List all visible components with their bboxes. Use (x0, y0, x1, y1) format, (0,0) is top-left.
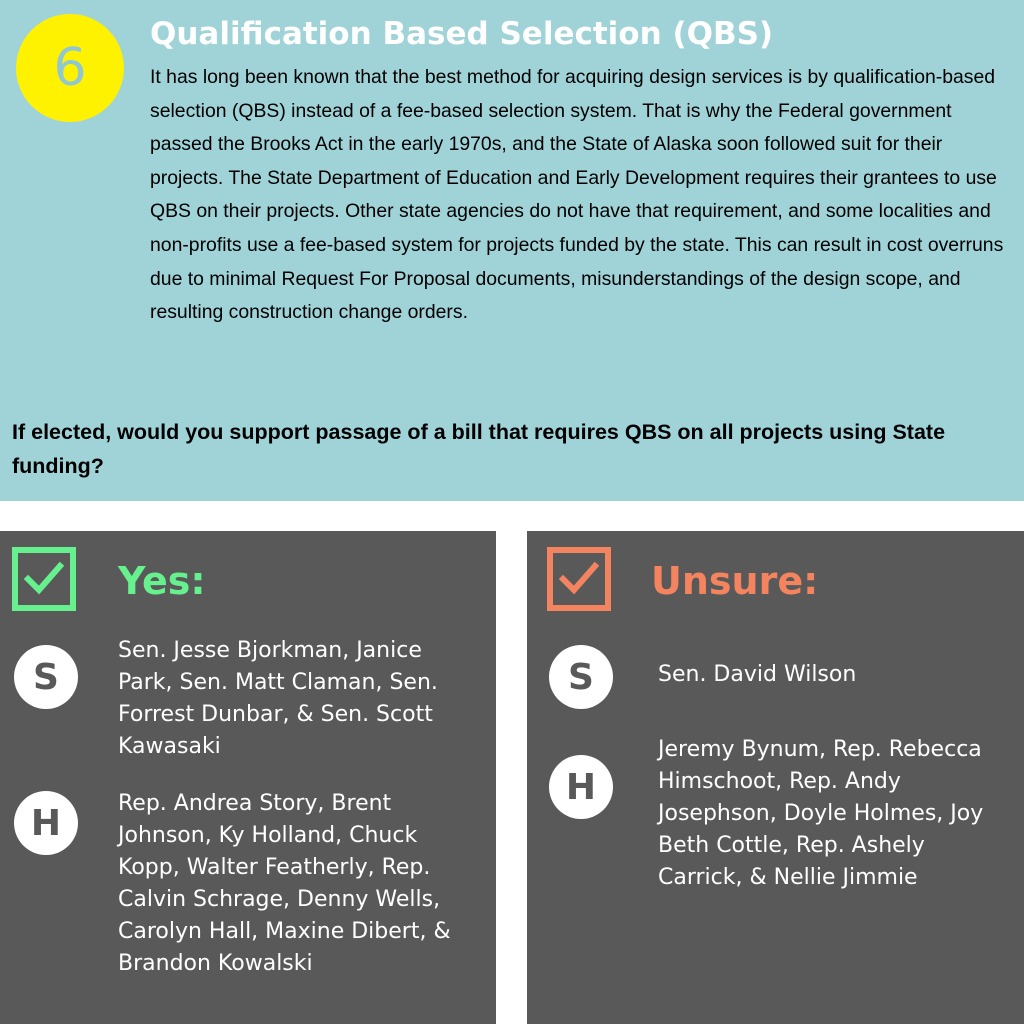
unsure-heading: Unsure: (651, 559, 819, 603)
house-badge: H (549, 755, 613, 819)
yes-panel (0, 531, 496, 1024)
intro-paragraph: It has long been known that the best method for acquiring design services is by qualification-based selection (QBS) instead of a fee-based selection system. That is why the Federal government passed the Brooks Act in the early 1970s, and the State of Alaska soon followed suit for their projects. The State Department of Education and Early Development requires their grantees to use QBS on their projects. Other state agencies do not have that requirement, and some localities and non-profits use a fee-based system for projects funded by the state. This can result in cost overruns due to minimal Request For Proposal documents, misunderstandings of the design scope, and resulting construction change orders. (150, 66, 1004, 324)
question-number-badge: 6 (16, 14, 124, 122)
unsure-panel (527, 531, 1024, 1024)
yes-heading: Yes: (118, 559, 206, 603)
survey-question: If elected, would you support passage of a bill that requires QBS on all projects using State funding? (12, 420, 946, 478)
house-yes-list: Rep. Andrea Story, Brent Johnson, Ky Holland, Chuck Kopp, Walter Featherly, Rep. Calvin Schrage, Denny Wells, Carolyn Hall, Maxine Dibert, & Brandon Kowalski (118, 791, 451, 976)
checkbox-checked-icon (12, 547, 76, 611)
page-title: Qualification Based Selection (QBS) (150, 16, 774, 52)
house-badge: H (14, 791, 78, 855)
senate-yes-list: Sen. Jesse Bjorkman, Janice Park, Sen. Matt Claman, Sen. Forrest Dunbar, & Sen. Scott Kawasaki (118, 638, 438, 759)
house-unsure-list: Jeremy Bynum, Rep. Rebecca Himschoot, Rep. Andy Josephson, Doyle Holmes, Joy Beth Cottle, Rep. Ashely Carrick, & Nellie Jimmie (658, 737, 984, 890)
senate-badge: S (549, 645, 613, 709)
senate-badge: S (14, 645, 78, 709)
senate-unsure-list: Sen. David Wilson (658, 662, 857, 687)
question-banner (0, 0, 1024, 501)
checkbox-checked-icon (547, 547, 611, 611)
